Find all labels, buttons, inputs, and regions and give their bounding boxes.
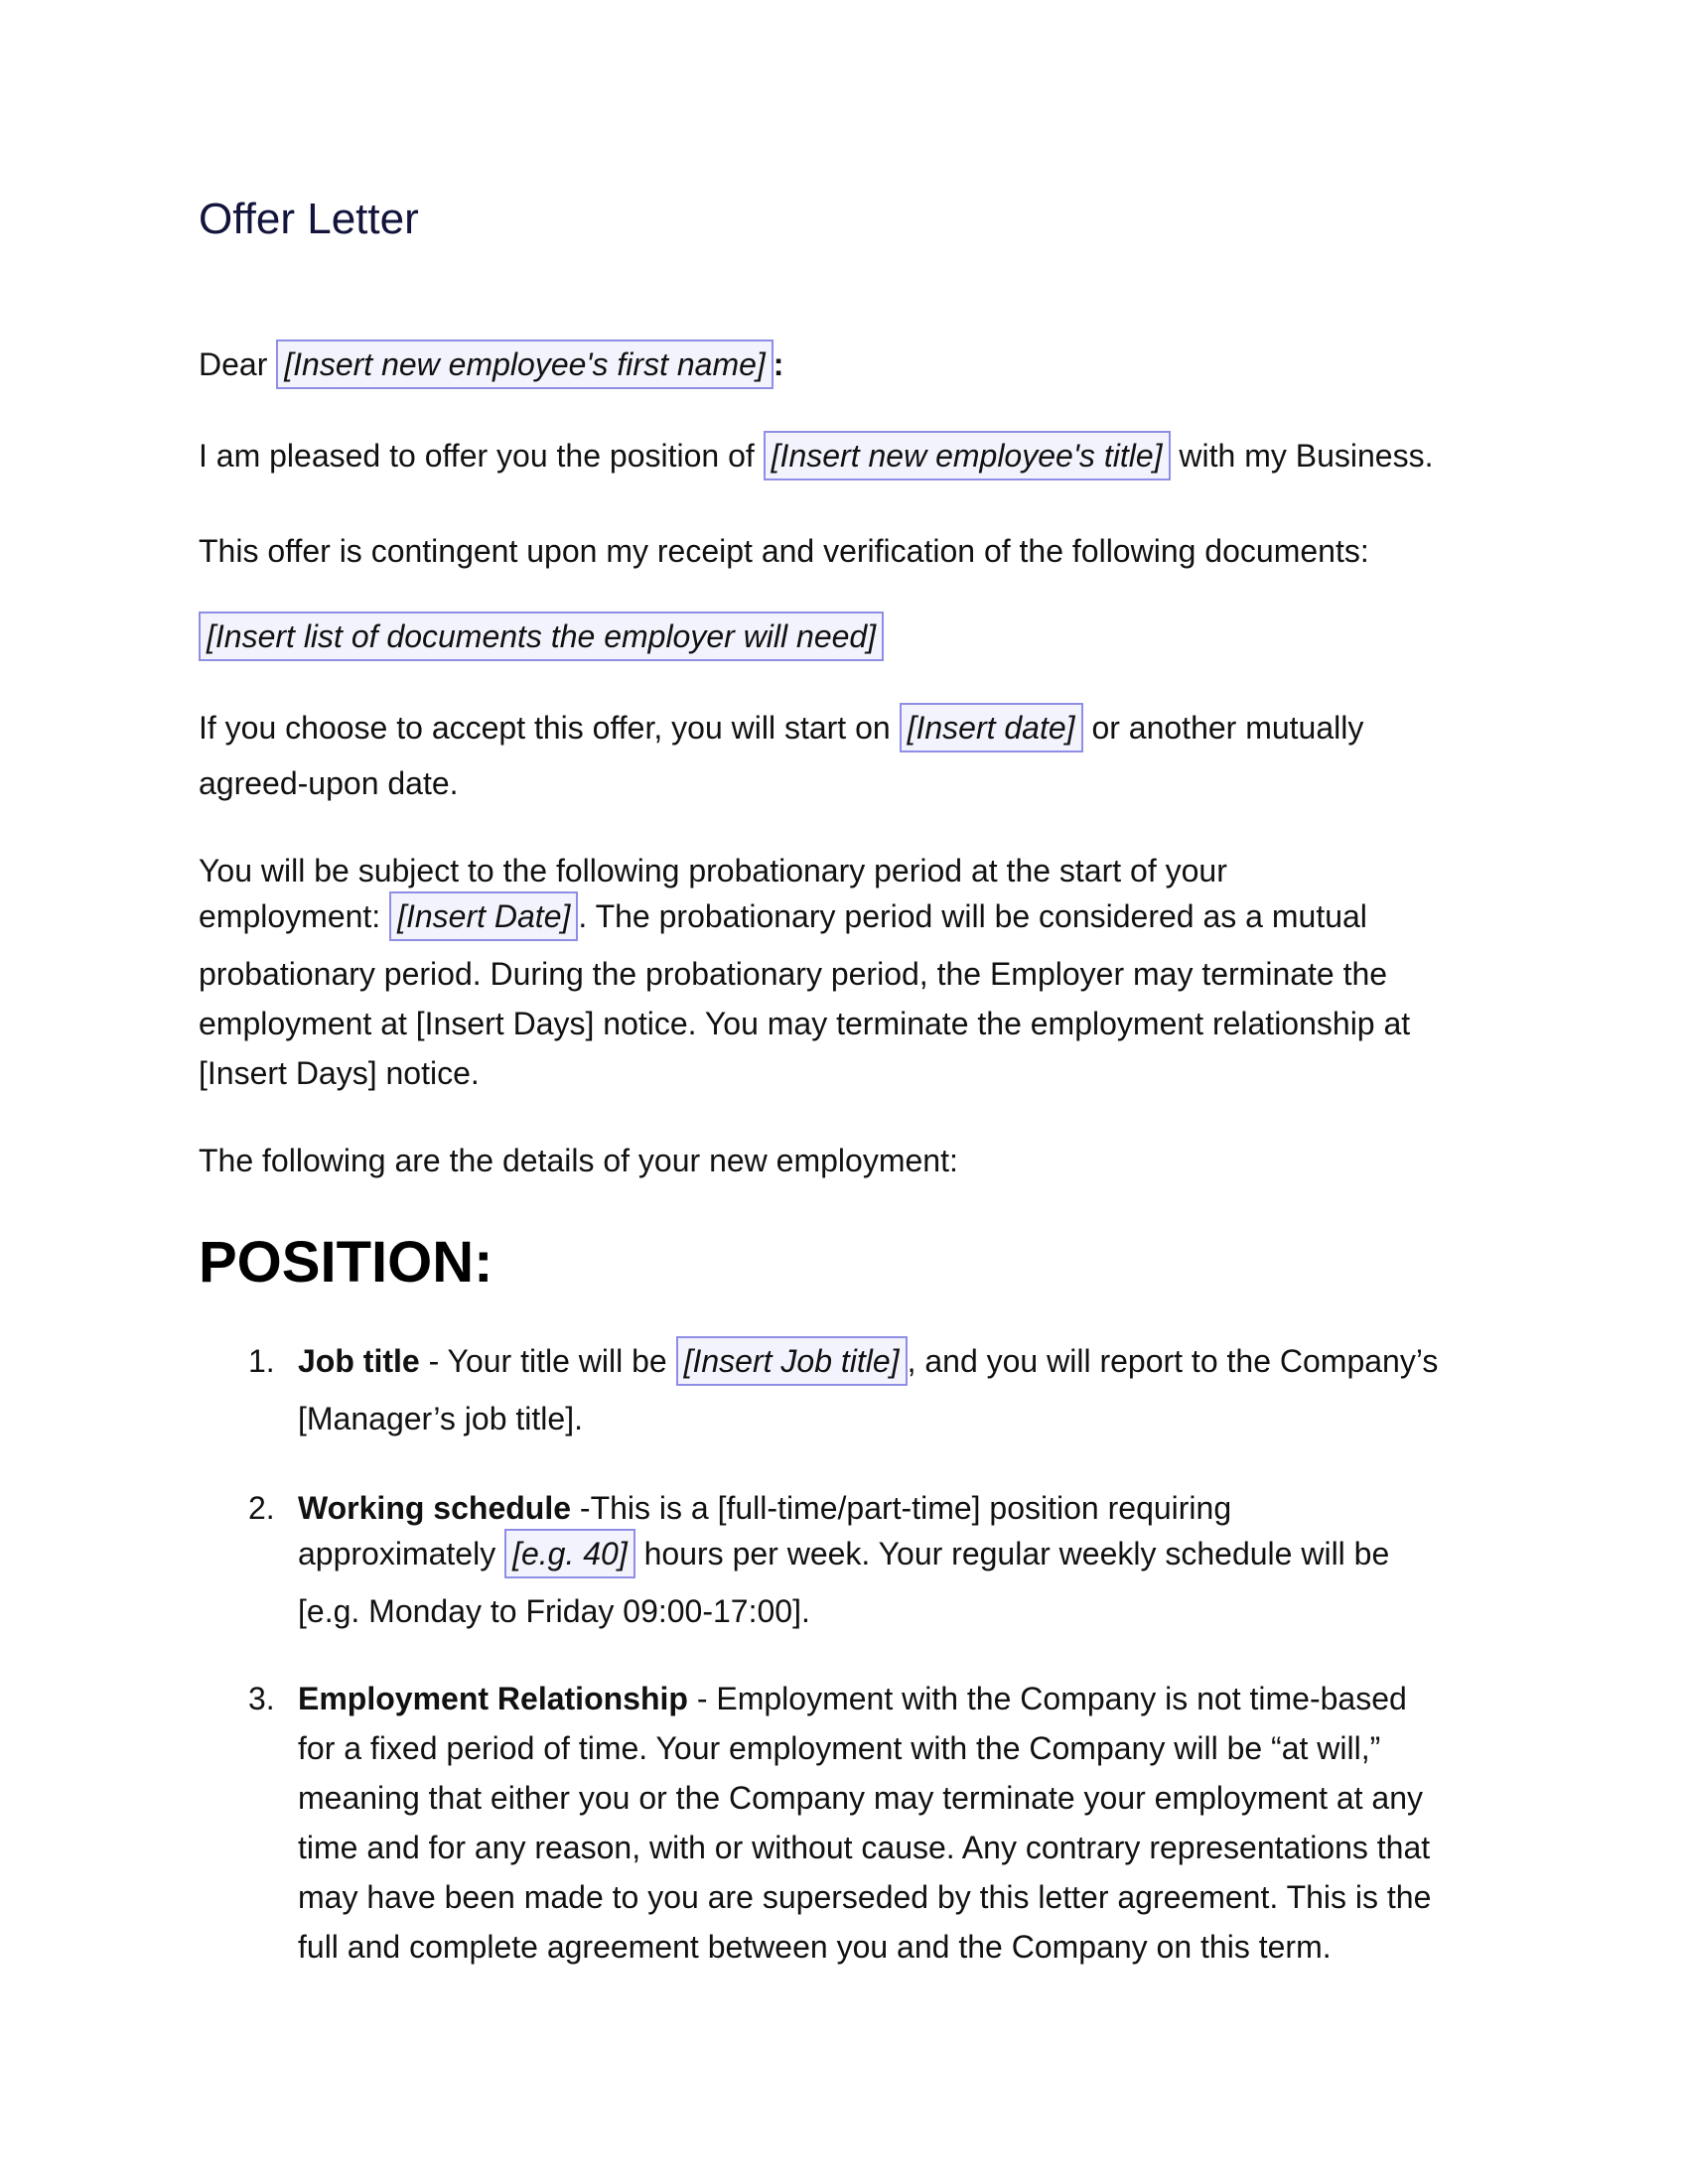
greeting-line — [199, 340, 1509, 389]
probation-date-field[interactable]: [Insert Date] — [389, 891, 578, 941]
list-number: 2. — [248, 1490, 275, 1526]
list-item-line — [298, 1483, 1509, 1533]
employee-first-name-field[interactable]: [Insert new employee's first name] — [276, 340, 774, 389]
greeting-colon: : — [773, 346, 784, 382]
list-item-line — [298, 1529, 1509, 1578]
document-title: Offer Letter — [199, 195, 419, 243]
list-item-line: full and complete agreement between you and the Company on this term. — [298, 1929, 1332, 1965]
list-item-line: for a fixed period of time. Your employment with the Company will be “at will,” — [298, 1730, 1381, 1766]
details-intro: The following are the details of your new employment: — [199, 1143, 958, 1178]
job-title-before: - Your title will be — [419, 1343, 667, 1379]
start-after: or another mutually — [1091, 710, 1364, 746]
list-item-body — [298, 1336, 1509, 1443]
list-item-term: Working schedule — [298, 1490, 572, 1526]
employee-title-field[interactable]: [Insert new employee's title] — [764, 431, 1171, 480]
schedule-before: approximately — [298, 1536, 496, 1571]
list-item-body — [298, 1483, 1509, 1636]
probation-after: . The probationary period will be considered as a mutual — [578, 898, 1367, 934]
position-offer-before: I am pleased to offer you the position of — [199, 438, 755, 474]
list-item-body — [298, 1674, 1509, 1972]
schedule-line1-rest: -This is a [full-time/part-time] position requiring — [571, 1490, 1232, 1526]
list-item-term: Employment Relationship — [298, 1681, 688, 1716]
list-item-line: [Manager’s job title]. — [298, 1401, 583, 1436]
list-item-line: time and for any reason, with or without cause. Any contrary representations that — [298, 1830, 1431, 1865]
position-section-heading: POSITION: — [199, 1230, 493, 1295]
job-title-field[interactable]: [Insert Job title] — [676, 1336, 908, 1386]
start-before: If you choose to accept this offer, you will start on — [199, 710, 891, 746]
documents-list-field[interactable]: [Insert list of documents the employer will need] — [199, 612, 884, 661]
list-item-line: [e.g. Monday to Friday 09:00-17:00]. — [298, 1593, 810, 1629]
job-title-after: , and you will report to the Company’s — [907, 1343, 1439, 1379]
documents-line — [199, 612, 1509, 661]
start-date-line — [199, 703, 1509, 752]
list-item-line: meaning that either you or the Company may terminate your employment at any — [298, 1780, 1424, 1816]
list-item-term: Job title — [298, 1343, 420, 1379]
probation-line-2 — [199, 891, 1509, 941]
list-number: 1. — [248, 1343, 275, 1379]
list-item-line: may have been made to you are superseded by this letter agreement. This is the — [298, 1879, 1432, 1915]
probation-line-4: employment at [Insert Days] notice. You may terminate the employment relationship at — [199, 1006, 1411, 1041]
schedule-after: hours per week. Your regular weekly schedule will be — [643, 1536, 1390, 1571]
probation-line-1: You will be subject to the following probationary period at the start of your — [199, 853, 1227, 888]
list-item-line — [298, 1336, 1509, 1386]
start-date-line-2: agreed-upon date. — [199, 765, 459, 801]
contingent-line: This offer is contingent upon my receipt and verification of the following documents: — [199, 533, 1369, 569]
start-date-field[interactable]: [Insert date] — [900, 703, 1083, 752]
list-item-line — [298, 1674, 1509, 1723]
list-number: 3. — [248, 1681, 275, 1716]
probation-line-5: [Insert Days] notice. — [199, 1055, 480, 1091]
probation-before: employment: — [199, 898, 381, 934]
relationship-line1-rest: - Employment with the Company is not time-based — [687, 1681, 1407, 1716]
position-offer-after: with my Business. — [1179, 438, 1434, 474]
hours-per-week-field[interactable]: [e.g. 40] — [504, 1529, 635, 1578]
greeting-salutation: Dear — [199, 346, 268, 382]
position-offer-line — [199, 431, 1509, 480]
probation-line-3: probationary period. During the probationary period, the Employer may terminate the — [199, 956, 1388, 992]
